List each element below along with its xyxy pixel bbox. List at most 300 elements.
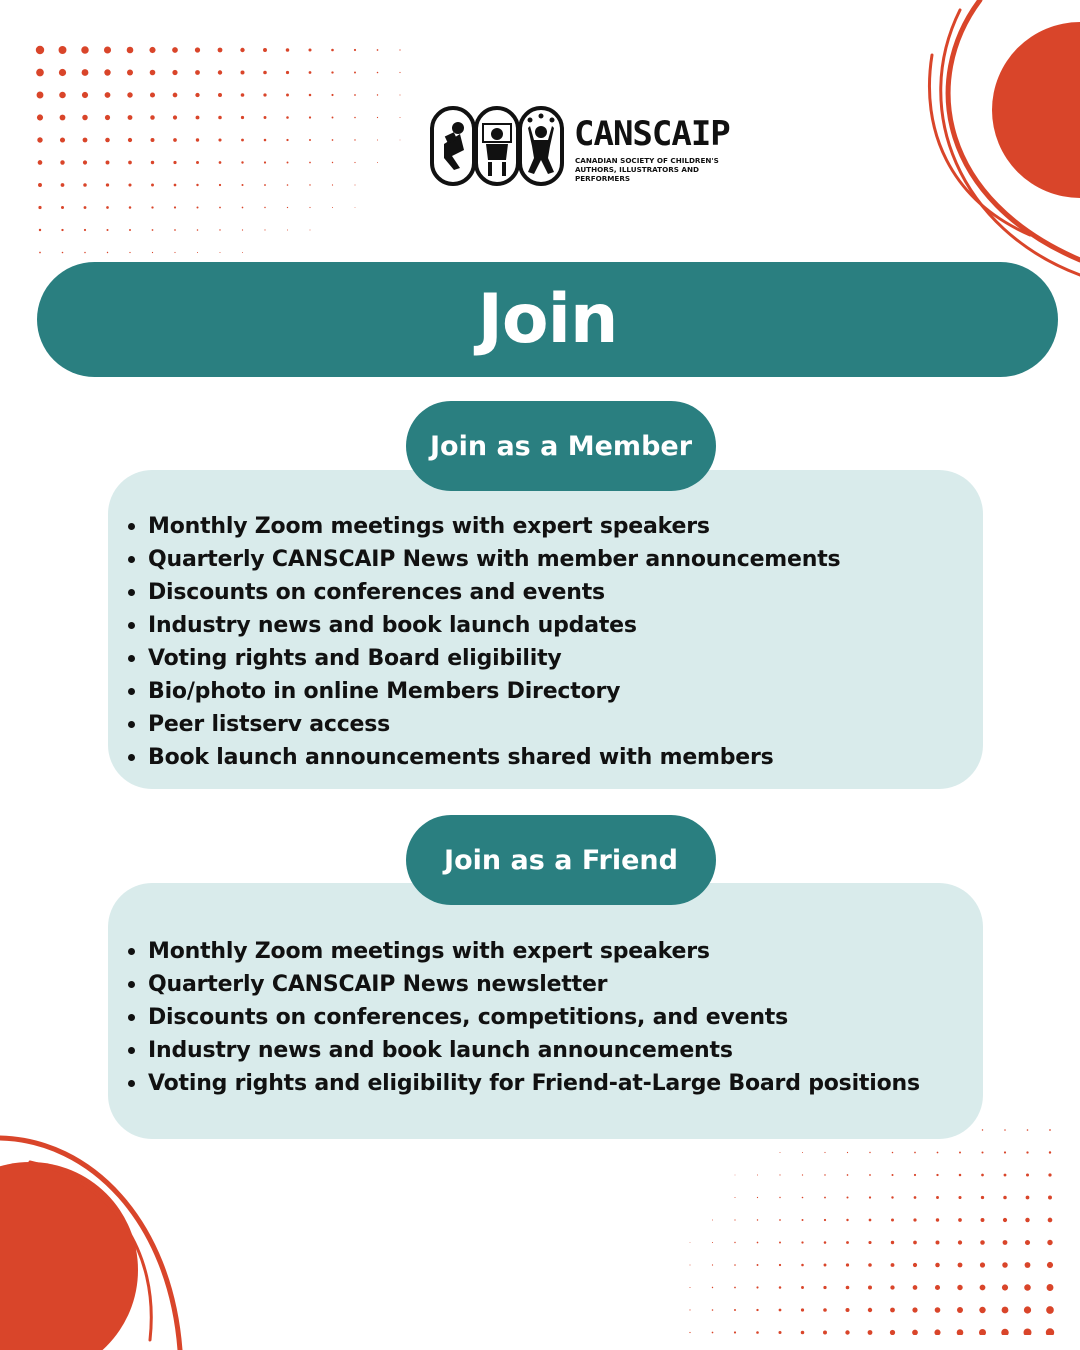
page-title: Join [477, 280, 618, 359]
halftone-dot [219, 184, 221, 186]
halftone-dot [891, 1196, 893, 1198]
halftone-dot [286, 116, 289, 119]
halftone-dot [801, 1308, 804, 1311]
halftone-dot [1048, 1196, 1052, 1200]
halftone-dot [127, 69, 133, 75]
logo-subtitle-line-2: AUTHORS, ILLUSTRATORS AND PERFORMERS [575, 165, 699, 183]
halftone-dot [218, 48, 223, 53]
halftone-dot [151, 206, 153, 208]
halftone-dot [957, 1329, 964, 1335]
halftone-dot [240, 48, 244, 52]
halftone-dot [735, 1175, 736, 1176]
halftone-dot [869, 1174, 871, 1176]
halftone-dot [847, 1174, 849, 1176]
halftone-dot [779, 1242, 781, 1244]
halftone-dot [309, 139, 311, 141]
halftone-dot [957, 1285, 962, 1290]
halftone-dot [779, 1174, 780, 1175]
halftone-dot [1049, 1129, 1051, 1131]
halftone-dot [1047, 1262, 1053, 1268]
halftone-dot [106, 183, 109, 186]
halftone-dot [241, 93, 245, 97]
halftone-dot [173, 93, 178, 98]
halftone-dot [150, 115, 155, 120]
halftone-dot [173, 161, 176, 164]
halftone-dot [891, 1219, 894, 1222]
halftone-dot [264, 161, 266, 163]
halftone-dot [868, 1330, 873, 1335]
halftone-dot [869, 1152, 870, 1153]
halftone-dot [196, 138, 199, 141]
halftone-dot [981, 1151, 983, 1153]
halftone-dot [377, 139, 378, 140]
halftone-dot [104, 46, 111, 53]
halftone-dot [1003, 1196, 1007, 1200]
halftone-dot [310, 230, 311, 231]
halftone-dot [400, 117, 401, 118]
halftone-dot [824, 1264, 827, 1267]
halftone-dot [84, 229, 86, 231]
halftone-dot [846, 1308, 850, 1312]
friend-heading-label: Join as a Friend [444, 844, 678, 876]
halftone-dot [824, 1174, 825, 1175]
halftone-dot [890, 1285, 894, 1289]
halftone-dot [309, 94, 312, 97]
halftone-dot [399, 49, 400, 50]
halftone-dot [756, 1286, 758, 1288]
halftone-dot [958, 1263, 963, 1268]
halftone-dot [847, 1152, 848, 1153]
halftone-dot [219, 229, 220, 230]
logo-subtitle-line-1: CANADIAN SOCIETY OF CHILDREN'S [575, 156, 719, 165]
halftone-dot [241, 71, 245, 75]
halftone-dot [264, 184, 266, 186]
halftone-dot [712, 1220, 713, 1221]
halftone-dot [1048, 1173, 1051, 1176]
friend-benefits-card [108, 883, 983, 1139]
halftone-dot [845, 1330, 849, 1334]
halftone-dot [242, 229, 243, 230]
halftone-dot [354, 139, 355, 140]
halftone-dot [287, 162, 289, 164]
halftone-dot [824, 1197, 826, 1199]
halftone-dot [869, 1219, 872, 1222]
halftone-dot [1048, 1218, 1053, 1223]
halftone-dot [128, 138, 132, 142]
halftone-dot [756, 1309, 758, 1311]
halftone-dot [399, 72, 400, 73]
halftone-dot [82, 115, 88, 121]
halftone-dot [286, 94, 289, 97]
halftone-dot [377, 117, 378, 118]
halftone-dot [377, 162, 378, 163]
halftone-dot [84, 252, 86, 254]
halftone-dot [128, 161, 132, 165]
halftone-dot [218, 138, 221, 141]
halftone-dot [287, 230, 288, 231]
halftone-dot [757, 1197, 758, 1198]
halftone-dot [778, 1331, 781, 1334]
list-item: Book launch announcements shared with members [148, 741, 983, 774]
halftone-dot [332, 207, 333, 208]
halftone-dot [846, 1196, 848, 1198]
halftone-dot [801, 1331, 805, 1335]
performers-figures-icon [430, 104, 565, 190]
halftone-dot [824, 1241, 827, 1244]
halftone-dot [332, 139, 334, 141]
halftone-dot [982, 1129, 983, 1130]
halftone-dot [106, 229, 108, 231]
halftone-dot [355, 185, 356, 186]
brush-circle-top-right-icon [920, 0, 1080, 280]
halftone-dot [1027, 1129, 1029, 1131]
halftone-dot [219, 161, 222, 164]
halftone-dot [981, 1196, 984, 1199]
halftone-dot [150, 70, 156, 76]
halftone-dot [264, 139, 267, 142]
halftone-dot [37, 114, 43, 120]
halftone-dot [263, 93, 266, 96]
halftone-dot [689, 1332, 690, 1333]
halftone-dot [197, 252, 198, 253]
halftone-dots-top-left [30, 40, 420, 255]
halftone-dot [1026, 1151, 1028, 1153]
halftone-dot [689, 1287, 690, 1288]
halftone-dot [914, 1196, 917, 1199]
halftone-dot [913, 1241, 917, 1245]
halftone-dot [1003, 1218, 1007, 1222]
halftone-dot [174, 252, 175, 253]
halftone-dot [128, 183, 131, 186]
halftone-dot [892, 1152, 894, 1154]
member-benefits-list [108, 470, 983, 774]
halftone-dot [890, 1308, 895, 1313]
halftone-dot [218, 93, 222, 97]
halftone-dot [354, 117, 356, 119]
halftone-dot [220, 252, 221, 253]
halftone-dot [868, 1241, 871, 1244]
halftone-dot [1004, 1151, 1006, 1153]
halftone-dot [60, 160, 64, 164]
member-heading-label: Join as a Member [429, 430, 693, 462]
halftone-dot [801, 1241, 803, 1243]
halftone-dot [1002, 1307, 1009, 1314]
halftone-dot [195, 47, 200, 52]
halftone-dot [150, 92, 155, 97]
halftone-dot [937, 1152, 939, 1154]
halftone-dot [735, 1197, 736, 1198]
halftone-dot [83, 183, 87, 187]
halftone-dot [129, 229, 131, 231]
halftone-dot [286, 71, 289, 74]
halftone-dot [152, 252, 153, 253]
halftone-dot [264, 207, 265, 208]
halftone-dot [218, 70, 222, 74]
halftone-dot [779, 1264, 781, 1266]
halftone-dot [757, 1175, 758, 1176]
halftone-dot [757, 1219, 758, 1220]
join-as-friend-heading [406, 815, 716, 905]
halftone-dot [824, 1152, 825, 1153]
halftone-dot [309, 184, 310, 185]
halftone-dot [127, 92, 132, 97]
halftone-dot [241, 116, 244, 119]
halftone-dot [129, 206, 132, 209]
halftone-dot [914, 1174, 916, 1176]
halftone-dot [934, 1329, 940, 1335]
halftone-dot [1049, 1151, 1051, 1153]
halftone-dot [332, 184, 333, 185]
halftone-dot [309, 162, 311, 164]
list-item: Voting rights and Board eligibility [148, 642, 983, 675]
halftone-dot [979, 1329, 986, 1335]
list-item: Industry news and book launch updates [148, 609, 983, 642]
halftone-dot [734, 1242, 735, 1243]
halftone-dot [690, 1265, 691, 1266]
halftone-dot [1001, 1329, 1009, 1335]
halftone-dot [779, 1197, 780, 1198]
list-item: Industry news and book launch announcements [148, 1034, 983, 1067]
halftone-dot [152, 229, 154, 231]
halftone-dot [892, 1174, 894, 1176]
halftone-dot [172, 70, 177, 75]
halftone-dot [37, 137, 42, 142]
halftone-dot [61, 229, 63, 231]
halftone-dot [331, 94, 333, 96]
halftone-dot [36, 69, 44, 77]
halftone-dot [981, 1174, 984, 1177]
halftone-dot [107, 252, 108, 253]
halftone-dot [868, 1263, 872, 1267]
halftone-dot [354, 94, 356, 96]
halftone-dot [823, 1331, 827, 1335]
list-item: Bio/photo in online Members Directory [148, 675, 983, 708]
halftone-dot [332, 162, 333, 163]
halftone-dot [129, 252, 130, 253]
halftone-dot [196, 184, 198, 186]
halftone-dot [60, 137, 65, 142]
halftone-dot [354, 162, 355, 163]
halftone-dot [913, 1218, 916, 1221]
halftone-dot [891, 1263, 895, 1267]
list-item: Peer listserv access [148, 708, 983, 741]
member-benefits-card [108, 470, 983, 789]
halftone-dot [1025, 1240, 1030, 1245]
halftone-dot [780, 1152, 781, 1153]
halftone-dot [105, 92, 111, 98]
halftone-dot [846, 1241, 849, 1244]
halftone-dot [151, 161, 154, 164]
halftone-dot [824, 1219, 826, 1221]
halftone-dot [823, 1286, 826, 1289]
halftone-dot [868, 1286, 872, 1290]
halftone-dot [734, 1219, 735, 1220]
halftone-dot [309, 71, 312, 74]
halftone-dot [1003, 1240, 1008, 1245]
halftone-dot [913, 1263, 917, 1267]
halftone-dot [1047, 1240, 1052, 1245]
halftone-dot [1024, 1329, 1032, 1335]
halftone-dot [936, 1241, 940, 1245]
halftone-dot [354, 72, 356, 74]
halftone-dot [309, 207, 310, 208]
halftone-dot [846, 1263, 849, 1266]
halftone-dot [958, 1218, 962, 1222]
halftone-dot [734, 1264, 736, 1266]
halftone-dot [1025, 1218, 1029, 1222]
halftone-dot [286, 48, 290, 52]
halftone-dot [712, 1264, 713, 1265]
halftone-dot [890, 1330, 895, 1335]
halftone-dot [195, 93, 199, 97]
halftone-dot [242, 207, 244, 209]
halftone-dot [757, 1242, 759, 1244]
halftone-dot [868, 1308, 872, 1312]
halftone-dot [912, 1330, 918, 1335]
halftone-dot [60, 115, 66, 121]
halftone-dot [734, 1309, 736, 1311]
halftone-dot [151, 184, 154, 187]
halftone-dot [399, 94, 400, 95]
halftone-dot [1004, 1174, 1007, 1177]
halftone-dot [1046, 1306, 1054, 1314]
halftone-dot [61, 183, 65, 187]
halftone-dot [912, 1307, 917, 1312]
halftone-dot [981, 1218, 985, 1222]
halftone-dot [174, 229, 176, 231]
halftone-dot [241, 139, 244, 142]
halftone-dot [59, 92, 66, 99]
list-item: Monthly Zoom meetings with expert speakers [148, 510, 983, 543]
halftone-dot [689, 1309, 690, 1310]
halftone-dot [331, 71, 333, 73]
halftone-dot [959, 1152, 961, 1154]
halftone-dot [241, 184, 243, 186]
halftone-dot [218, 116, 222, 120]
halftone-dot [869, 1196, 871, 1198]
halftone-dot [263, 71, 267, 75]
halftone-dot [61, 206, 64, 209]
halftone-dot [81, 46, 89, 54]
halftone-dot [62, 252, 64, 254]
halftone-dot [377, 94, 378, 95]
halftone-dot [690, 1242, 691, 1243]
halftone-dot [332, 117, 334, 119]
halftone-dot [1026, 1196, 1030, 1200]
halftone-dot [172, 47, 178, 53]
halftone-dot [712, 1287, 713, 1288]
halftone-dot [39, 229, 41, 231]
halftone-dot [173, 115, 177, 119]
halftone-dot [1004, 1129, 1006, 1131]
halftone-dot [979, 1307, 985, 1313]
list-item: Quarterly CANSCAIP News newsletter [148, 968, 983, 1001]
halftone-dot [38, 160, 43, 165]
halftone-dot [377, 49, 379, 51]
friend-benefits-list [108, 883, 983, 1100]
halftone-dot [105, 138, 110, 143]
halftone-dot [958, 1240, 962, 1244]
halftone-dot [1024, 1306, 1031, 1313]
halftone-dot [958, 1196, 961, 1199]
canscaip-logo [430, 104, 730, 190]
halftone-dot [39, 252, 41, 254]
halftone-dot [263, 48, 267, 52]
list-item: Voting rights and eligibility for Friend-at-Large Board positions [148, 1067, 983, 1100]
halftone-dot [712, 1309, 714, 1311]
halftone-dot [712, 1332, 714, 1334]
halftone-dot [197, 229, 199, 231]
halftone-dot [400, 140, 401, 141]
halftone-dot [83, 160, 87, 164]
halftone-dot [37, 92, 44, 99]
halftone-dot [846, 1286, 850, 1290]
halftone-dot [195, 70, 200, 75]
halftone-dot [802, 1152, 803, 1153]
halftone-dot [802, 1174, 803, 1175]
halftone-dot [757, 1264, 759, 1266]
halftone-dot [802, 1219, 804, 1221]
halftone-dot [287, 184, 289, 186]
halftone-dot [1046, 1328, 1054, 1335]
halftone-dot [151, 138, 155, 142]
halftone-dot [936, 1196, 939, 1199]
halftone-dot [1024, 1284, 1031, 1291]
halftone-dot [82, 69, 89, 76]
halftone-dot [377, 72, 379, 74]
halftone-dot [84, 206, 87, 209]
halftone-dot [128, 115, 133, 120]
halftone-dot [242, 252, 243, 253]
logo-subtitle [575, 156, 735, 183]
halftone-dot [59, 46, 67, 54]
halftone-dot [308, 48, 311, 51]
halftone-dot [734, 1331, 736, 1333]
list-item: Discounts on conferences, competitions, and events [148, 1001, 983, 1034]
join-as-member-heading [406, 401, 716, 491]
halftone-dot [286, 139, 288, 141]
halftone-dot [197, 207, 199, 209]
halftone-dot [914, 1152, 916, 1154]
halftone-dot [959, 1174, 962, 1177]
halftone-dot [779, 1219, 781, 1221]
halftone-dot [936, 1174, 938, 1176]
halftone-dot [980, 1240, 985, 1245]
halftone-dot [196, 161, 199, 164]
halftone-dot [196, 116, 200, 120]
halftone-dot [980, 1262, 985, 1267]
halftone-dot [957, 1307, 963, 1313]
halftone-dot [712, 1242, 713, 1243]
halftone-dot [104, 69, 110, 75]
halftone-dot [38, 183, 42, 187]
list-item: Quarterly CANSCAIP News with member announcements [148, 543, 983, 576]
halftone-dot [913, 1285, 918, 1290]
halftone-dot [779, 1309, 782, 1312]
brush-circle-bottom-left-icon [0, 1130, 190, 1350]
halftone-dot [331, 49, 334, 52]
halftone-dot [106, 161, 110, 165]
halftone-dot [105, 115, 110, 120]
halftone-dot [935, 1263, 940, 1268]
halftone-dot [801, 1264, 804, 1267]
halftone-dot [935, 1307, 941, 1313]
halftone-dot [801, 1286, 804, 1289]
halftone-dot [309, 116, 311, 118]
halftone-dot [936, 1218, 939, 1221]
halftone-dot [935, 1285, 940, 1290]
halftone-dot [219, 207, 221, 209]
